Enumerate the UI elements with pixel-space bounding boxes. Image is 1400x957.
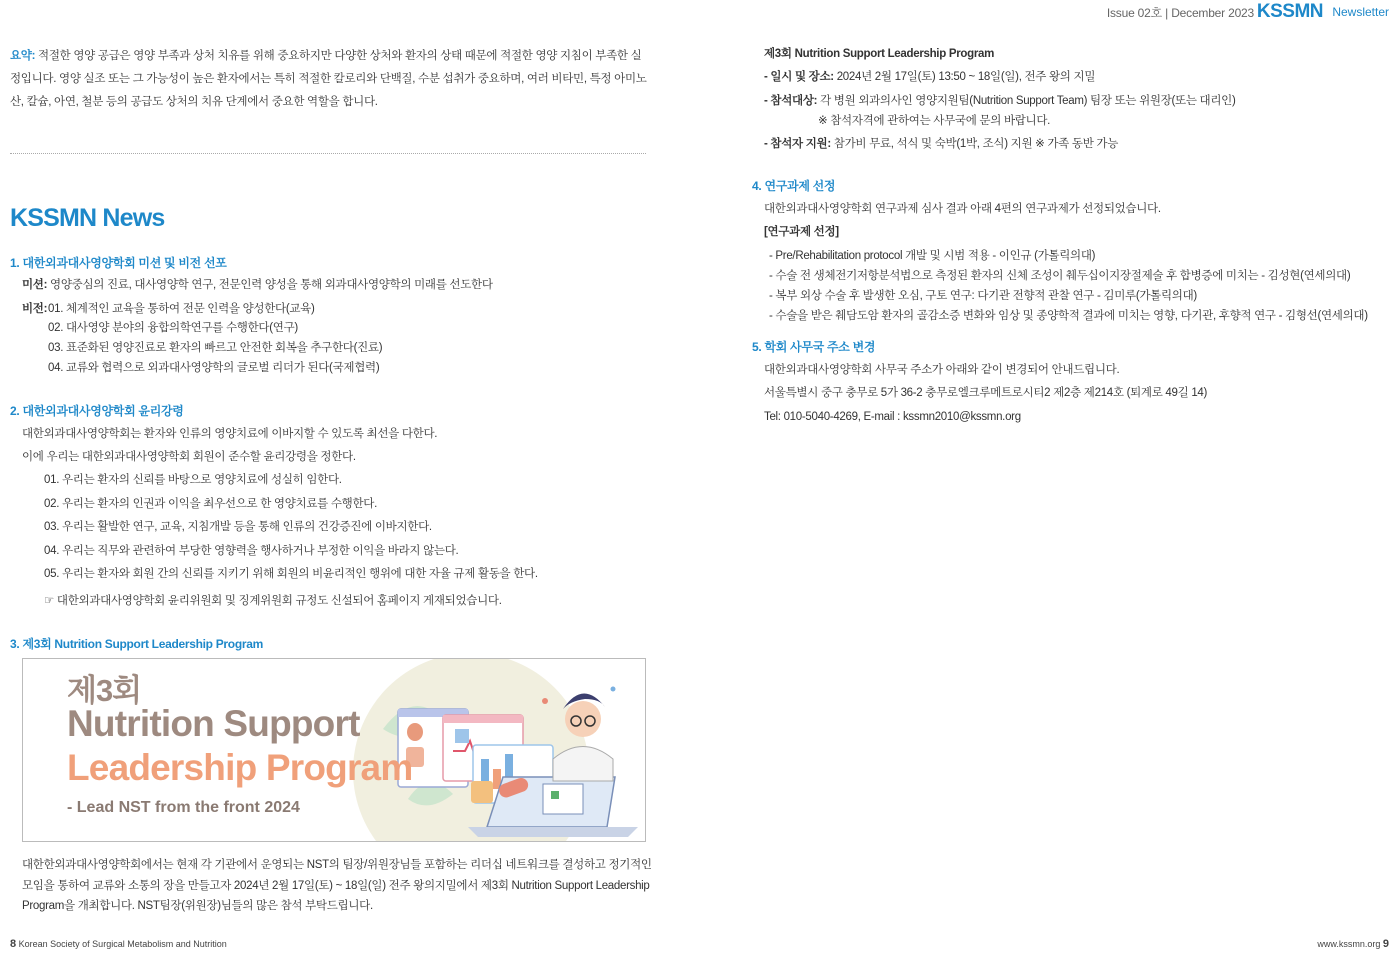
ethics-intro: 대한외과대사영양학회는 환자와 인류의 영양치료에 이바지할 수 있도록 최선을 다한다. bbox=[22, 428, 438, 440]
vision-item: 04. 교류와 협력으로 외과대사영양학의 글로벌 리더가 된다(국제협력) bbox=[48, 362, 380, 374]
banner-edition: 제3회 bbox=[67, 673, 142, 708]
ethics-item: 01. 우리는 환자의 신뢰를 바탕으로 영양치료에 성실히 임한다. bbox=[44, 474, 342, 486]
banner-title-2: Leadership Program bbox=[67, 747, 413, 788]
summary-text: 적절한 영양 공급은 영양 부족과 상처 치유를 위해 중요하지만 다양한 상처와 환자의 상태 때문에 적절한 영양 지침이 부족한 실정입니다. 영양 실조 또는 그 가능성이 높은 환자에서는 특히 적절한 칼로리와 단백질, 수분 섭취가 중요하며, 여러 비타민, 특정 아미노산, 칼슘, 아연, 철분 등의 공급도 상처의 치유 단계에서 중요한 역할을 합니다. bbox=[10, 50, 647, 108]
program-banner bbox=[22, 658, 646, 842]
research-item: - Pre/Rehabilitation protocol 개발 및 시범 적용 - 이인규 (가톨릭의대) bbox=[769, 250, 1096, 262]
ethics-item: 05. 우리는 환자와 회원 간의 신뢰를 지키기 위해 회원의 비윤리적인 행위에 대한 자율 규제 활동을 한다. bbox=[44, 568, 538, 580]
section5-heading: 5. 학회 사무국 주소 변경 bbox=[752, 340, 876, 354]
section3-heading: 3. 제3회 Nutrition Support Leadership Program bbox=[10, 637, 263, 651]
banner-subtitle: - Lead NST from the front 2024 bbox=[67, 799, 300, 816]
vision-label: 비전: bbox=[22, 303, 48, 315]
ethics-note: ☞ 대한외과대사영양학회 윤리위원회 및 징계위원회 규정도 신설되어 홈페이지 게재되었습니다. bbox=[44, 595, 502, 607]
address-line: 대한외과대사영양학회 사무국 주소가 아래와 같이 변경되어 안내드립니다. bbox=[764, 364, 1120, 376]
footer-left bbox=[10, 938, 227, 950]
newsletter-label: Newsletter bbox=[1332, 5, 1389, 19]
issue-number: Issue 02호 bbox=[1106, 6, 1163, 20]
website-url: www.kssmn.org bbox=[1317, 939, 1381, 949]
research-item: - 수술을 받은 췌담도암 환자의 골감소증 변화와 임상 및 종양학적 결과에 미치는 영향, 다기관, 후향적 연구 - 김형선(연세의대) bbox=[769, 310, 1368, 322]
mission-text: 영양중심의 진료, 대사영양학 연구, 전문인력 양성을 통해 외과대사영양학의 미래를 선도한다 bbox=[47, 279, 493, 291]
mission-label: 미션: bbox=[22, 279, 48, 291]
program-date: - 일시 및 장소: 2024년 2월 17일(토) 13:50 ~ 18일(일), 전주 왕의 지밀 bbox=[764, 71, 1096, 83]
issue-date: Issue 02호 | December 2023 bbox=[1106, 6, 1254, 20]
program-title: 제3회 Nutrition Support Leadership Program bbox=[764, 48, 995, 60]
section2-heading: 2. 대한외과대사영양학회 윤리강령 bbox=[10, 404, 184, 418]
news-title: KSSMN News bbox=[10, 204, 165, 232]
program-target-note: ※ 참석자격에 관하여는 사무국에 문의 바랍니다. bbox=[818, 115, 1051, 127]
page-number-left: 8 bbox=[10, 938, 17, 950]
summary-label: 요약: bbox=[10, 50, 36, 62]
program-body-line: 대한한외과대사영양학회에서는 현재 각 기관에서 운영되는 NST의 팀장/위원장님들 포함하는 리더십 네트워크를 결성하고 정기적인 bbox=[22, 859, 652, 871]
mission-line bbox=[22, 277, 493, 293]
section1-heading: 1. 대한외과대사영양학회 미션 및 비전 선포 bbox=[10, 256, 227, 270]
program-target: - 참석대상: 각 병원 외과의사인 영양지원팀(Nutrition Support Team) 팀장 또는 위원장(또는 대리인) bbox=[764, 95, 1236, 107]
program-body-line: Program을 개최합니다. NST팀장(위원장)님들의 많은 참석 부탁드립니다. bbox=[22, 900, 373, 912]
research-label: [연구과제 선정] bbox=[764, 226, 839, 238]
address-line: 서울특별시 중구 충무로 5가 36-2 충무로엘크루메트로시티2 제2층 제214호 (퇴계로 49길 14) bbox=[764, 387, 1208, 399]
kssmn-logo: KSSMN bbox=[1256, 1, 1323, 22]
ethics-item: 02. 우리는 환자의 인권과 이익을 최우선으로 한 영양치료를 수행한다. bbox=[44, 498, 377, 510]
program-support: - 참석자 지원: 참가비 무료, 석식 및 숙박(1박, 조식) 지원 ※ 가족 동반 가능 bbox=[764, 138, 1119, 150]
research-intro: 대한외과대사영양학회 연구과제 심사 결과 아래 4편의 연구과제가 선정되었습니다. bbox=[764, 203, 1161, 215]
contact-line: Tel: 010-5040-4269, E-mail : kssmn2010@kssmn.org bbox=[764, 411, 1021, 423]
ethics-item: 04. 우리는 직무와 관련하여 부당한 영향력을 행사하거나 부정한 이익을 바라지 않는다. bbox=[44, 545, 459, 557]
society-name: Korean Society of Surgical Metabolism and Nutrition bbox=[18, 939, 227, 949]
banner-title-1: Nutrition Support bbox=[67, 703, 360, 744]
ethics-intro: 이에 우리는 대한외과대사영양학회 회원이 준수할 윤리강령을 정한다. bbox=[22, 451, 356, 463]
vision-item: 01. 체계적인 교육을 통하여 전문 인력을 양성한다(교육) bbox=[48, 303, 315, 315]
vision-item: 02. 대사영양 분야의 융합의학연구를 수행한다(연구) bbox=[48, 322, 298, 334]
research-item: - 수술 전 생체전기저항분석법으로 측정된 환자의 신체 조성이 췌두십이지장절제술 후 합병증에 미치는 - 김성현(연세의대) bbox=[769, 270, 1351, 282]
dotted-divider bbox=[10, 153, 646, 154]
research-item: - 복부 외상 수술 후 발생한 오심, 구토 연구: 다기관 전향적 관찰 연구 - 김미루(가톨릭의대) bbox=[769, 290, 1197, 302]
page-number-right: 9 bbox=[1382, 938, 1389, 950]
footer-right bbox=[1317, 938, 1389, 950]
program-body-line: 모임을 통하여 교류와 소통의 장을 만들고자 2024년 2월 17일(토) ~ 18일(일) 전주 왕의지밀에서 제3회 Nutrition Support Leadership bbox=[22, 880, 650, 892]
issue-month: December 2023 bbox=[1171, 6, 1254, 20]
section4-heading: 4. 연구과제 선정 bbox=[752, 179, 836, 193]
summary-paragraph bbox=[10, 45, 650, 114]
vision-item: 03. 표준화된 영양진료로 환자의 빠르고 안전한 회복을 추구한다(진료) bbox=[48, 342, 383, 354]
ethics-item: 03. 우리는 활발한 연구, 교육, 지침개발 등을 통해 인류의 건강증진에 이바지한다. bbox=[44, 521, 432, 533]
